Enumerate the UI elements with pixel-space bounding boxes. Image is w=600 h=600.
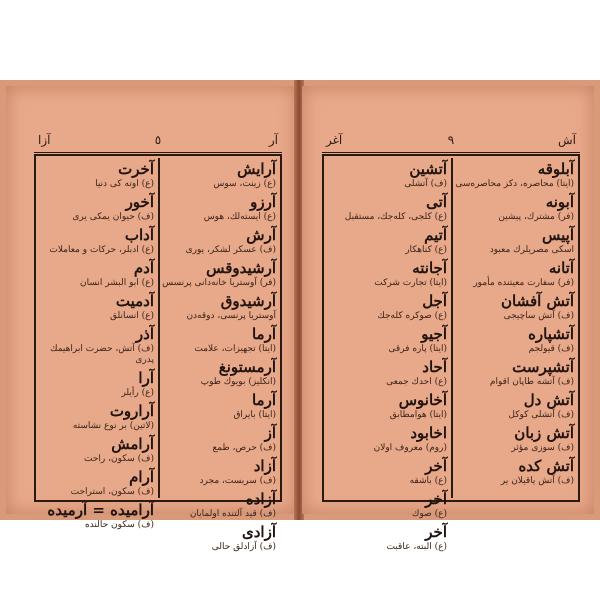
dictionary-entry <box>328 160 447 190</box>
entry-definition: (ف) آتشه طاپان اقوام <box>489 376 574 387</box>
entry-definition: (ع) ابو البشر انسان <box>80 277 154 288</box>
entry-headword: آپیس <box>542 226 574 244</box>
dictionary-entry <box>40 501 154 531</box>
entry-headword: آخر <box>425 523 447 541</box>
dictionary-entry <box>328 490 447 520</box>
column-divider <box>451 158 453 498</box>
dictionary-entry <box>455 259 574 289</box>
entry-definition: (ف) قیولجم <box>528 343 574 354</box>
entry-headword: آرش <box>246 226 276 244</box>
dictionary-entry <box>40 468 154 498</box>
dictionary-entry <box>455 193 574 223</box>
entry-headword: آرشیدوقس <box>206 259 276 277</box>
entry-headword: آرزو <box>250 193 276 211</box>
entry-headword: آتش دل <box>523 391 574 409</box>
entry-definition: (ف) آتش، حضرت ابراهیمك پدری <box>50 343 154 365</box>
dictionary-entry <box>328 391 447 421</box>
dictionary-entry <box>162 259 276 289</box>
entry-headword: آذر <box>135 325 154 343</box>
dictionary-entry <box>40 193 154 223</box>
header-guide-word-left: آزا <box>38 133 51 147</box>
open-book <box>0 80 600 552</box>
entry-definition: (ع) زینت، سوس <box>213 178 276 189</box>
dictionary-entry <box>455 391 574 421</box>
entry-headword: آجانته <box>412 259 447 277</box>
entry-definition: (ف) آتش ساچیجی <box>503 310 574 321</box>
page-number: ٩ <box>447 133 455 147</box>
entry-headword: آدم <box>133 259 154 277</box>
entry-definition: (ع) اوته‌ کی دنیا <box>95 178 154 189</box>
entry-headword: آجیو <box>421 325 447 343</box>
entry-definition: (ع) صوکره کله‌جك <box>377 310 447 321</box>
entry-headword: آتیم <box>424 226 447 244</box>
entry-definition: (فر) آوستریا خانه‌دانی پرنسس <box>162 277 276 288</box>
right-page-header <box>322 132 580 153</box>
entry-definition: (ع) کلجی، کله‌جك، مستقبل <box>344 211 447 222</box>
entry-headword: آز <box>264 424 276 442</box>
entry-headword: آرام <box>129 468 154 487</box>
entry-headword: آزاده <box>245 490 276 508</box>
entry-headword: آرشیدوق <box>220 292 276 310</box>
entry-headword: آخرت <box>118 160 154 178</box>
dictionary-entry <box>162 457 276 487</box>
entry-headword: آتشپرست <box>512 358 574 376</box>
entry-headword: آرامیده = آرمیده <box>47 501 154 520</box>
entry-headword: آتی <box>426 193 447 211</box>
header-guide-word-right: آش <box>558 133 576 147</box>
dictionary-entry <box>40 435 154 465</box>
entry-definition: (ع) ایسته‌لك، هوس <box>203 211 276 222</box>
dictionary-entry <box>162 424 276 454</box>
dictionary-entry <box>40 292 154 322</box>
dictionary-entry <box>328 259 447 289</box>
entry-definition: (ف) قید آلتنده اولمایان <box>189 508 276 519</box>
entry-headword: آبونه <box>545 193 574 211</box>
right-page-text-frame <box>322 154 580 552</box>
dictionary-entry <box>328 325 447 355</box>
entry-headword: آراروت <box>109 402 154 421</box>
left-page-header <box>34 132 282 153</box>
dictionary-entry <box>40 226 154 256</box>
dictionary-entry <box>40 402 154 432</box>
entry-headword: اخابود <box>410 424 447 442</box>
left-page <box>6 86 296 552</box>
dictionary-entry <box>328 226 447 256</box>
dictionary-entry <box>162 490 276 520</box>
entry-definition: (ع) کناهکار <box>405 244 447 255</box>
entry-headword: آخر <box>425 457 447 475</box>
entry-definition: (فر) سفارت معیتنده مأمور <box>473 277 574 288</box>
dictionary-entry <box>162 325 276 355</box>
entry-headword: آرایش <box>237 160 276 178</box>
dictionary-entry <box>455 226 574 256</box>
dictionary-entry <box>328 292 447 322</box>
entry-headword: آزاد <box>253 457 276 475</box>
dictionary-entry <box>328 457 447 487</box>
entry-definition: (ایتا) تجارت شرکت <box>374 277 447 288</box>
dictionary-entry <box>40 369 154 399</box>
entry-definition: آوستریا پرنسی، دوقه‌دن <box>186 310 276 321</box>
entry-headword: آرامش <box>111 435 154 454</box>
dictionary-entry <box>328 358 447 388</box>
dictionary-entry <box>40 259 154 289</box>
dictionary-entry <box>328 424 447 454</box>
entry-definition: (ایتا) بایراق <box>233 409 276 420</box>
entry-definition: (روم) معروف اولان <box>373 442 447 453</box>
entry-definition: (لاتین) بر نوع نشاسته <box>72 421 154 431</box>
entry-definition: (ع) صوك <box>412 508 447 519</box>
left-page-text-frame <box>34 154 282 552</box>
left-page-column-right <box>162 160 276 552</box>
entry-headword: آرا <box>138 369 154 388</box>
dictionary-entry <box>40 325 154 366</box>
dictionary-entry <box>162 193 276 223</box>
entry-definition: (ایتا) پاره فرقی <box>388 343 447 354</box>
entry-headword: آتشین <box>409 160 447 178</box>
entry-headword: آدمیت <box>115 292 154 310</box>
entry-definition: (ف) حیوان یمکی یری <box>72 211 154 222</box>
entry-headword: آتشپاره <box>528 325 574 343</box>
dictionary-entry <box>328 193 447 223</box>
entry-headword: آتش زبان <box>514 424 574 442</box>
entry-definition: (ایتا) محاصره، دکز محاصره‌سی <box>455 178 574 189</box>
entry-definition: (ایتا) هوامطابق <box>389 409 447 420</box>
entry-definition: (ف) سوزی مؤثر <box>511 442 574 453</box>
entry-definition: (ف) سکون حالنده <box>84 520 154 530</box>
entry-headword: آداب <box>124 226 154 244</box>
entry-definition: (ف) آتش یاقیلان یر <box>500 475 574 486</box>
dictionary-entry <box>162 160 276 190</box>
entry-definition: (ف) سکون، راحت <box>84 454 154 464</box>
entry-definition: (ع) رأیلر <box>121 388 154 398</box>
dictionary-entry <box>162 523 276 553</box>
header-guide-word-right: آر <box>268 133 278 147</box>
entry-headword: آرما <box>251 391 276 409</box>
dictionary-entry <box>162 226 276 256</box>
entry-definition: (ع) احدك جمعی <box>386 376 447 387</box>
column-divider <box>158 158 160 498</box>
entry-headword: آحاد <box>422 358 447 376</box>
dictionary-entry <box>328 523 447 553</box>
dictionary-entry <box>455 457 574 487</box>
entry-definition: (ف) آتشلی <box>404 178 447 189</box>
dictionary-entry <box>162 358 276 388</box>
entry-definition: (انکلیز) بویوك طوپ <box>200 376 276 387</box>
dictionary-entry <box>455 424 574 454</box>
dictionary-entry <box>40 160 154 190</box>
entry-definition: (ف) سکون، استراحت <box>70 487 154 497</box>
entry-headword: آخانوس <box>398 391 447 409</box>
entry-definition: (ایتا) تجهیزات، علامت <box>194 343 276 354</box>
entry-headword: آرمستونغ <box>218 358 276 376</box>
header-guide-word-left: آغر <box>326 133 343 147</box>
entry-headword: آزادی <box>242 523 276 541</box>
entry-headword: آخور <box>125 193 154 211</box>
dictionary-entry <box>455 358 574 388</box>
entry-definition: (ف) حرص، طمع <box>212 442 276 453</box>
entry-headword: آتش کده <box>518 457 574 475</box>
right-page-column-right <box>455 160 574 496</box>
dictionary-entry <box>455 292 574 322</box>
entry-definition: (ف) آزادلق حالی <box>211 541 276 552</box>
right-page-column-left <box>328 160 447 552</box>
entry-headword: آتانه <box>548 259 574 277</box>
entry-definition: (فر) مشترك، پیشین <box>498 211 574 222</box>
entry-definition: (ع) ادبلر، حرکات و معاملات <box>49 244 154 255</box>
entry-definition: اسکی مصریلرك معبود <box>489 244 574 255</box>
entry-headword: آبلوقه <box>537 160 574 178</box>
dictionary-entry <box>162 292 276 322</box>
right-page <box>302 86 594 552</box>
entry-definition: (ف) عسکر لشکر، یوری <box>185 244 276 255</box>
page-number: ٥ <box>154 133 162 147</box>
left-page-column-left <box>40 160 154 530</box>
entry-headword: آجل <box>422 292 447 310</box>
entry-definition: (ع) البته، عاقبت <box>386 541 447 552</box>
dictionary-entry <box>455 325 574 355</box>
entry-definition: (ع) انسانلق <box>109 310 154 321</box>
entry-headword: آتش آفشان <box>501 292 574 310</box>
entry-definition: (ف) سربست، مجرد <box>199 475 276 486</box>
dictionary-entry <box>162 391 276 421</box>
entry-headword: آرما <box>251 325 276 343</box>
entry-headword: آخر <box>425 490 447 508</box>
dictionary-entry <box>455 160 574 190</box>
entry-definition: (ف) آتشلی کوکل <box>508 409 574 420</box>
entry-definition: (ع) باشقه <box>409 475 447 486</box>
